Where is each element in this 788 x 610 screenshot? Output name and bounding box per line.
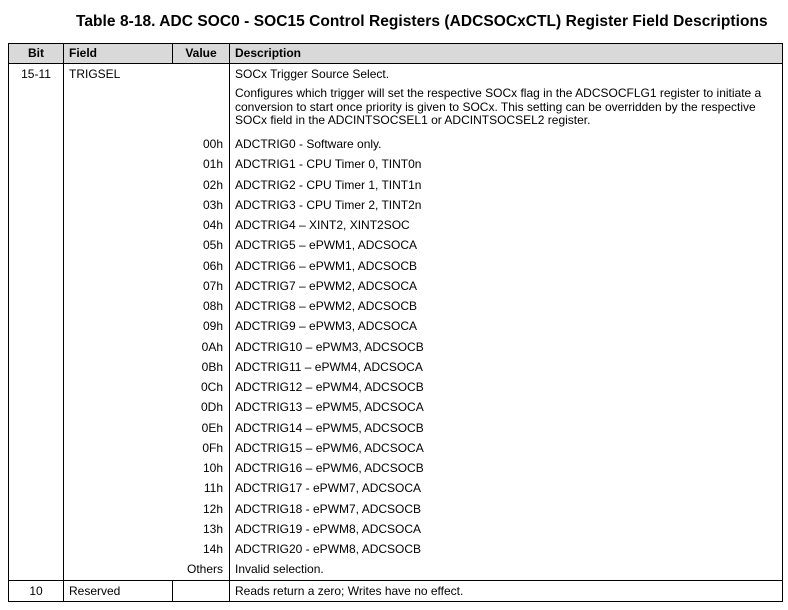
field-cell: Reserved — [63, 581, 172, 601]
table-row — [172, 276, 782, 296]
value-cell: 0Fh — [202, 440, 223, 455]
value-list — [172, 134, 782, 580]
description-cell: ADCTRIG19 - ePWM8, ADCSOCA — [229, 519, 782, 539]
table-row-reserved — [9, 581, 782, 601]
table-row — [172, 134, 782, 154]
description-cell: ADCTRIG13 – ePWM5, ADCSOCA — [229, 397, 782, 417]
header-value: Value — [172, 44, 229, 63]
description-cell: ADCTRIG11 – ePWM4, ADCSOCA — [229, 357, 782, 377]
value-cell: 0Ah — [201, 339, 223, 354]
value-cell: 13h — [202, 521, 223, 536]
table-row — [172, 154, 782, 174]
value-cell: 01h — [202, 157, 223, 172]
description-cell: ADCTRIG8 – ePWM2, ADCSOCB — [229, 296, 782, 316]
value-cell: 0Eh — [201, 420, 223, 435]
value-cell: 02h — [202, 177, 223, 192]
value-cell — [172, 83, 229, 134]
table-row — [172, 256, 782, 276]
table-row — [172, 458, 782, 478]
table-row — [172, 478, 782, 498]
value-cell: 04h — [202, 218, 223, 233]
table-row — [172, 438, 782, 458]
description-cell: ADCTRIG12 – ePWM4, ADCSOCB — [229, 377, 782, 397]
description-cell: ADCTRIG6 – ePWM1, ADCSOCB — [229, 256, 782, 276]
value-description-block — [172, 64, 782, 580]
description-cell: ADCTRIG3 - CPU Timer 2, TINT2n — [229, 195, 782, 215]
description-cell: ADCTRIG17 - ePWM7, ADCSOCA — [229, 478, 782, 498]
table-row — [172, 296, 782, 316]
paragraph-row — [172, 83, 782, 134]
table-row — [172, 499, 782, 519]
table-row — [172, 377, 782, 397]
table-row — [172, 215, 782, 235]
description-cell: ADCTRIG2 - CPU Timer 1, TINT1n — [229, 175, 782, 195]
value-cell: 12h — [202, 501, 223, 516]
table-row — [172, 337, 782, 357]
value-cell: 07h — [202, 278, 223, 293]
summary-row — [172, 64, 782, 83]
description-cell: ADCTRIG5 – ePWM1, ADCSOCA — [229, 235, 782, 255]
description-cell: ADCTRIG10 – ePWM3, ADCSOCB — [229, 337, 782, 357]
description-cell: ADCTRIG4 – XINT2, XINT2SOC — [229, 215, 782, 235]
value-cell: 00h — [202, 137, 223, 152]
value-cell: 10h — [202, 461, 223, 476]
summary-text: SOCx Trigger Source Select. — [229, 64, 782, 83]
header-field: Field — [63, 44, 172, 63]
value-cell: 09h — [202, 319, 223, 334]
table-row — [172, 418, 782, 438]
bit-cell: 10 — [29, 583, 43, 598]
table-row-trigsel — [9, 64, 782, 581]
header-description: Description — [229, 44, 782, 63]
description-cell: ADCTRIG9 – ePWM3, ADCSOCA — [229, 316, 782, 336]
value-cell: 05h — [202, 238, 223, 253]
value-cell: 03h — [202, 197, 223, 212]
description-cell: ADCTRIG14 – ePWM5, ADCSOCB — [229, 418, 782, 438]
table-row — [172, 357, 782, 377]
description-cell: ADCTRIG20 - ePWM8, ADCSOCB — [229, 539, 782, 559]
header-bit: Bit — [28, 46, 44, 60]
value-cell: 11h — [203, 481, 223, 496]
field-cell: TRIGSEL — [63, 64, 172, 580]
table-row — [172, 235, 782, 255]
description-cell: ADCTRIG7 – ePWM2, ADCSOCA — [229, 276, 782, 296]
table-row — [172, 519, 782, 539]
value-cell: 06h — [202, 258, 223, 273]
value-cell — [172, 581, 229, 601]
table-title: Table 8-18. ADC SOC0 - SOC15 Control Registers (ADCSOCxCTL) Register Field Descriptions — [76, 13, 768, 30]
value-cell: 08h — [202, 299, 223, 314]
table-row — [172, 559, 782, 579]
bit-cell: 15-11 — [21, 67, 51, 81]
paragraph-text: Configures which trigger will set the respective SOCx flag in the ADCSOCFLG1 register to initiate a conversion to start once priority is given to SOCx. This setting can be overridden by the respective SOCx field in the ADCINTSOCSEL1 or ADCINTSOCSEL2 register. — [229, 83, 782, 134]
table-row — [172, 195, 782, 215]
table-row — [172, 175, 782, 195]
description-cell: Invalid selection. — [229, 559, 782, 579]
value-cell: 0Ch — [200, 380, 223, 395]
table-row — [172, 539, 782, 559]
description-cell: ADCTRIG0 - Software only. — [229, 134, 782, 154]
description-cell: ADCTRIG18 - ePWM7, ADCSOCB — [229, 499, 782, 519]
description-cell: ADCTRIG16 – ePWM6, ADCSOCB — [229, 458, 782, 478]
description-cell: ADCTRIG1 - CPU Timer 0, TINT0n — [229, 154, 782, 174]
value-cell — [172, 64, 229, 83]
register-field-table — [8, 43, 783, 602]
table-header-row — [9, 44, 782, 64]
value-cell: 0Bh — [201, 359, 223, 374]
table-row — [172, 316, 782, 336]
description-cell: Reads return a zero; Writes have no effect. — [229, 581, 782, 601]
value-cell: 0Dh — [200, 400, 223, 415]
value-cell: Others — [186, 562, 223, 577]
description-cell: ADCTRIG15 – ePWM6, ADCSOCA — [229, 438, 782, 458]
table-row — [172, 397, 782, 417]
value-cell: 14h — [202, 542, 223, 557]
